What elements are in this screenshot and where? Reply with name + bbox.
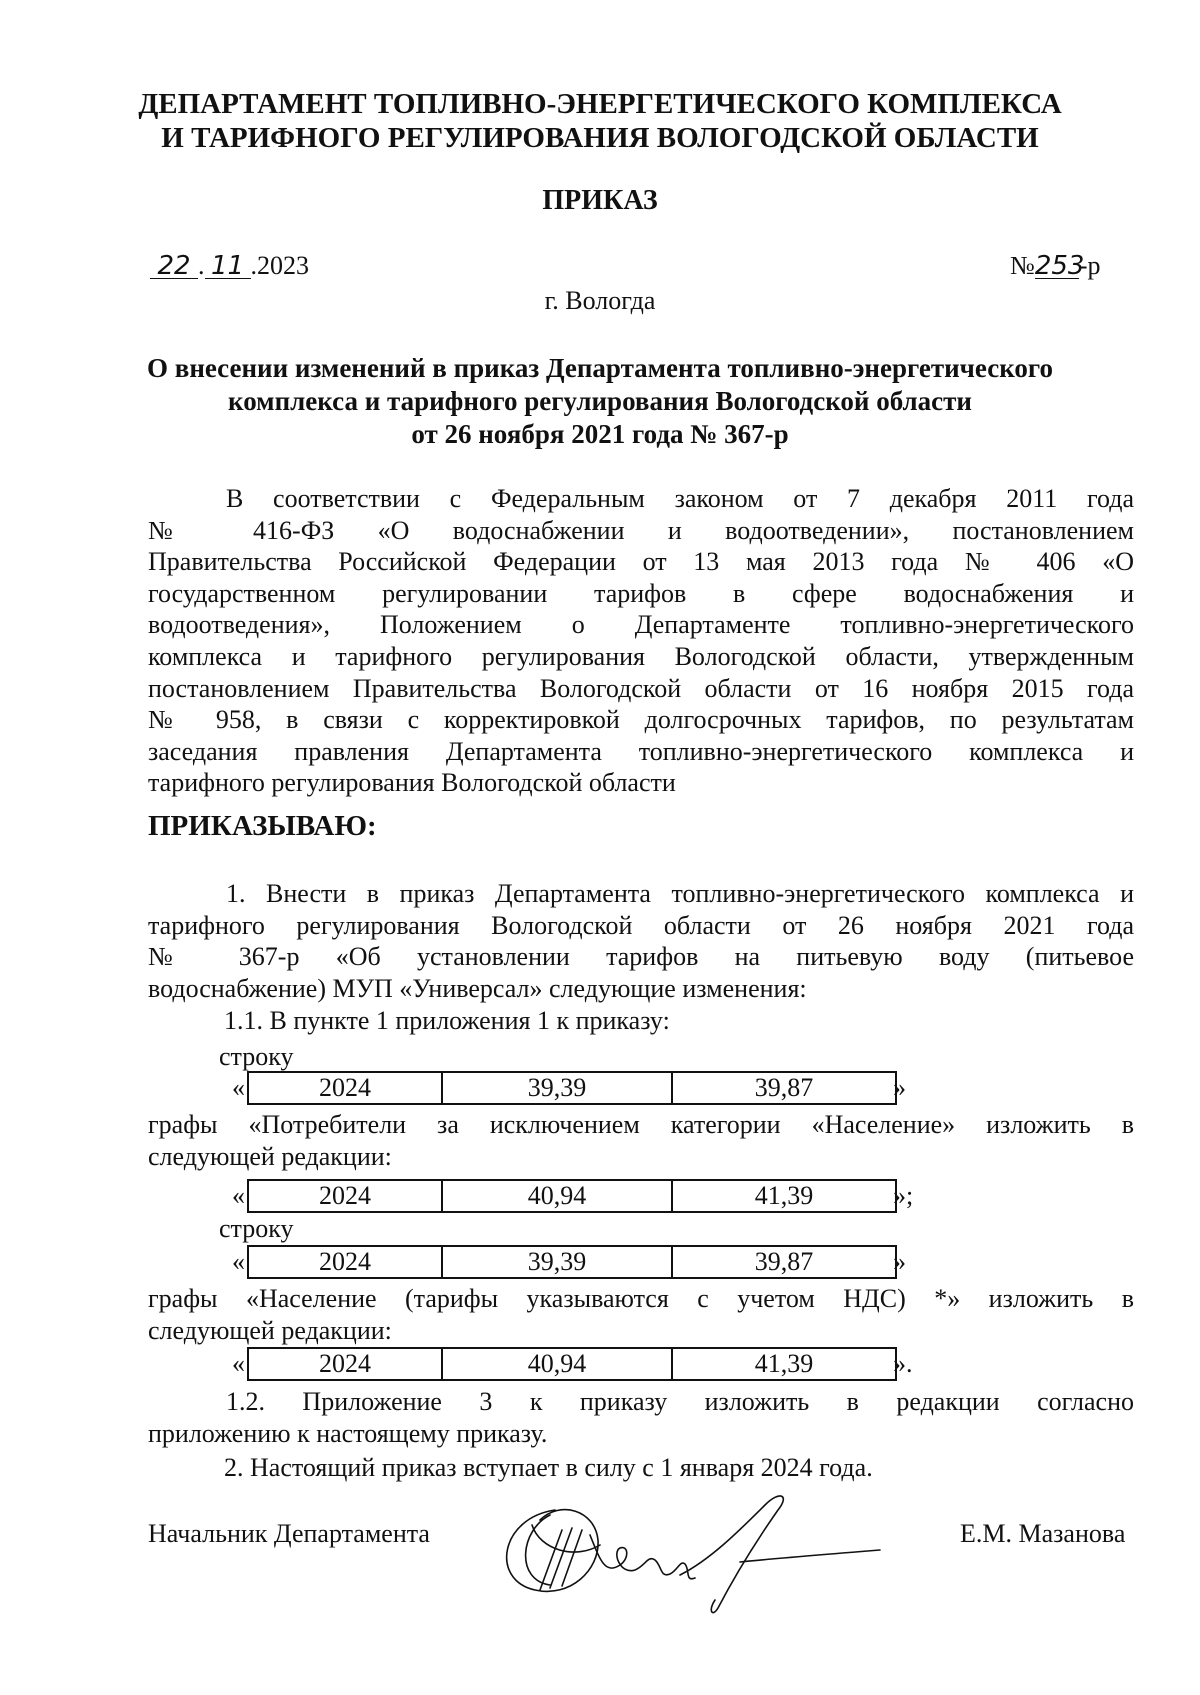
document-number <box>1010 250 1100 281</box>
preamble-line: комплекса и тарифного регулирования Вологодской области, утвержденным <box>148 641 1134 671</box>
date-month: 11 <box>205 254 251 279</box>
item1-line: № 367-р «Об установлении тарифов на питьевую воду (питьевое <box>148 942 1134 972</box>
title-line2: комплекса и тарифного регулирования Вологодской области <box>228 386 972 416</box>
title-line1: О внесении изменений в приказ Департамента топливно-энергетического <box>146 353 1053 383</box>
number-suffix: -р <box>1078 251 1101 280</box>
preamble-line: заседания правления Департамента топливно-энергетического комплекса и <box>148 736 1134 766</box>
stroku-label-1: строку <box>219 1042 294 1071</box>
number-prefix: № <box>1010 251 1035 280</box>
row1-value2: 39,87 <box>672 1072 896 1104</box>
preamble-line: тарифного регулирования Вологодской области <box>148 768 676 798</box>
item1-2-paragraph <box>148 1386 1134 1449</box>
row4-year: 2024 <box>248 1348 442 1380</box>
graph1-line: следующей редакции: <box>148 1141 392 1171</box>
item1-2-line: 1.2. Приложение 3 к приказу изложить в редакции согласно <box>226 1387 1134 1416</box>
row4-open-quote: « <box>232 1349 245 1378</box>
item1-paragraph <box>148 878 1134 1004</box>
preamble-paragraph <box>148 483 1134 799</box>
row1-open-quote: « <box>232 1073 245 1102</box>
tariff-row-3 <box>247 1245 897 1279</box>
row3-value2: 39,87 <box>672 1246 896 1278</box>
item2: 2. Настоящий приказ вступает в силу с 1 января 2024 года. <box>224 1453 873 1482</box>
document-type: ПРИКАЗ <box>542 185 658 216</box>
graph2-line: графы «Население (тарифы указываются с учетом НДС) *» изложить в <box>148 1284 1134 1313</box>
date-day: 22 <box>150 254 198 279</box>
title-line3: от 26 ноября 2021 года № 367-р <box>411 419 789 449</box>
item1-1: 1.1. В пункте 1 приложения 1 к приказу: <box>224 1006 670 1035</box>
row2-year: 2024 <box>248 1180 442 1212</box>
department-name-line1: ДЕПАРТАМЕНТ ТОПЛИВНО-ЭНЕРГЕТИЧЕСКОГО КОМПЛЕКСА <box>138 88 1062 120</box>
date-year: .2023 <box>250 251 309 280</box>
number-value: 253 <box>1034 251 1085 281</box>
row1-value1: 39,39 <box>442 1072 672 1104</box>
row3-value1: 39,39 <box>442 1246 672 1278</box>
tariff-row-4 <box>247 1347 897 1381</box>
preamble-line: № 958, в связи с корректировкой долгосрочных тарифов, по результатам <box>148 705 1134 735</box>
graph2-paragraph <box>148 1283 1134 1346</box>
item1-line: 1. Внести в приказ Департамента топливно-энергетического комплекса и <box>226 879 1134 908</box>
row1-close-quote: » <box>893 1073 906 1102</box>
row3-open-quote: « <box>232 1247 245 1276</box>
row2-open-quote: « <box>232 1181 245 1210</box>
handwritten-signature <box>480 1490 900 1620</box>
graph2-line: следующей редакции: <box>148 1315 392 1345</box>
row4-value1: 40,94 <box>442 1348 672 1380</box>
order-word: ПРИКАЗЫВАЮ: <box>148 810 377 842</box>
department-name-line2: И ТАРИФНОГО РЕГУЛИРОВАНИЯ ВОЛОГОДСКОЙ ОБЛАСТИ <box>161 122 1039 154</box>
item1-line: водоснабжение) МУП «Универсал» следующие изменения: <box>148 973 807 1003</box>
item1-line: тарифного регулирования Вологодской области от 26 ноября 2021 года <box>148 910 1134 940</box>
row1-year: 2024 <box>248 1072 442 1104</box>
preamble-line: № 416-ФЗ «О водоснабжении и водоотведении», постановлением <box>148 515 1134 545</box>
preamble-line: Правительства Российской Федерации от 13 мая 2013 года № 406 «О <box>148 547 1134 577</box>
row2-value1: 40,94 <box>442 1180 672 1212</box>
row2-value2: 41,39 <box>672 1180 896 1212</box>
signature-position: Начальник Департамента <box>148 1519 430 1548</box>
preamble-line: В соответствии с Федеральным законом от 7 декабря 2011 года <box>226 484 1134 513</box>
document-date <box>150 250 309 281</box>
row2-close-quote: »; <box>893 1181 914 1210</box>
row3-year: 2024 <box>248 1246 442 1278</box>
graph1-paragraph <box>148 1109 1134 1172</box>
tariff-row-2 <box>247 1179 897 1213</box>
tariff-row-1 <box>247 1071 897 1105</box>
date-dot: . <box>198 251 205 280</box>
row4-close-quote: ». <box>893 1349 913 1378</box>
city: г. Вологда <box>544 286 656 315</box>
preamble-line: водоотведения», Положением о Департаменте топливно-энергетического <box>148 610 1134 640</box>
stroku-label-2: строку <box>219 1214 294 1243</box>
item1-2-line: приложению к настоящему приказу. <box>148 1418 548 1448</box>
preamble-line: государственном регулировании тарифов в сфере водоснабжения и <box>148 578 1134 608</box>
signature-name: Е.М. Мазанова <box>960 1519 1126 1548</box>
graph1-line: графы «Потребители за исключением категории «Население» изложить в <box>148 1110 1134 1139</box>
row3-close-quote: » <box>893 1247 906 1276</box>
row4-value2: 41,39 <box>672 1348 896 1380</box>
preamble-line: постановлением Правительства Вологодской области от 16 ноября 2015 года <box>148 673 1134 703</box>
